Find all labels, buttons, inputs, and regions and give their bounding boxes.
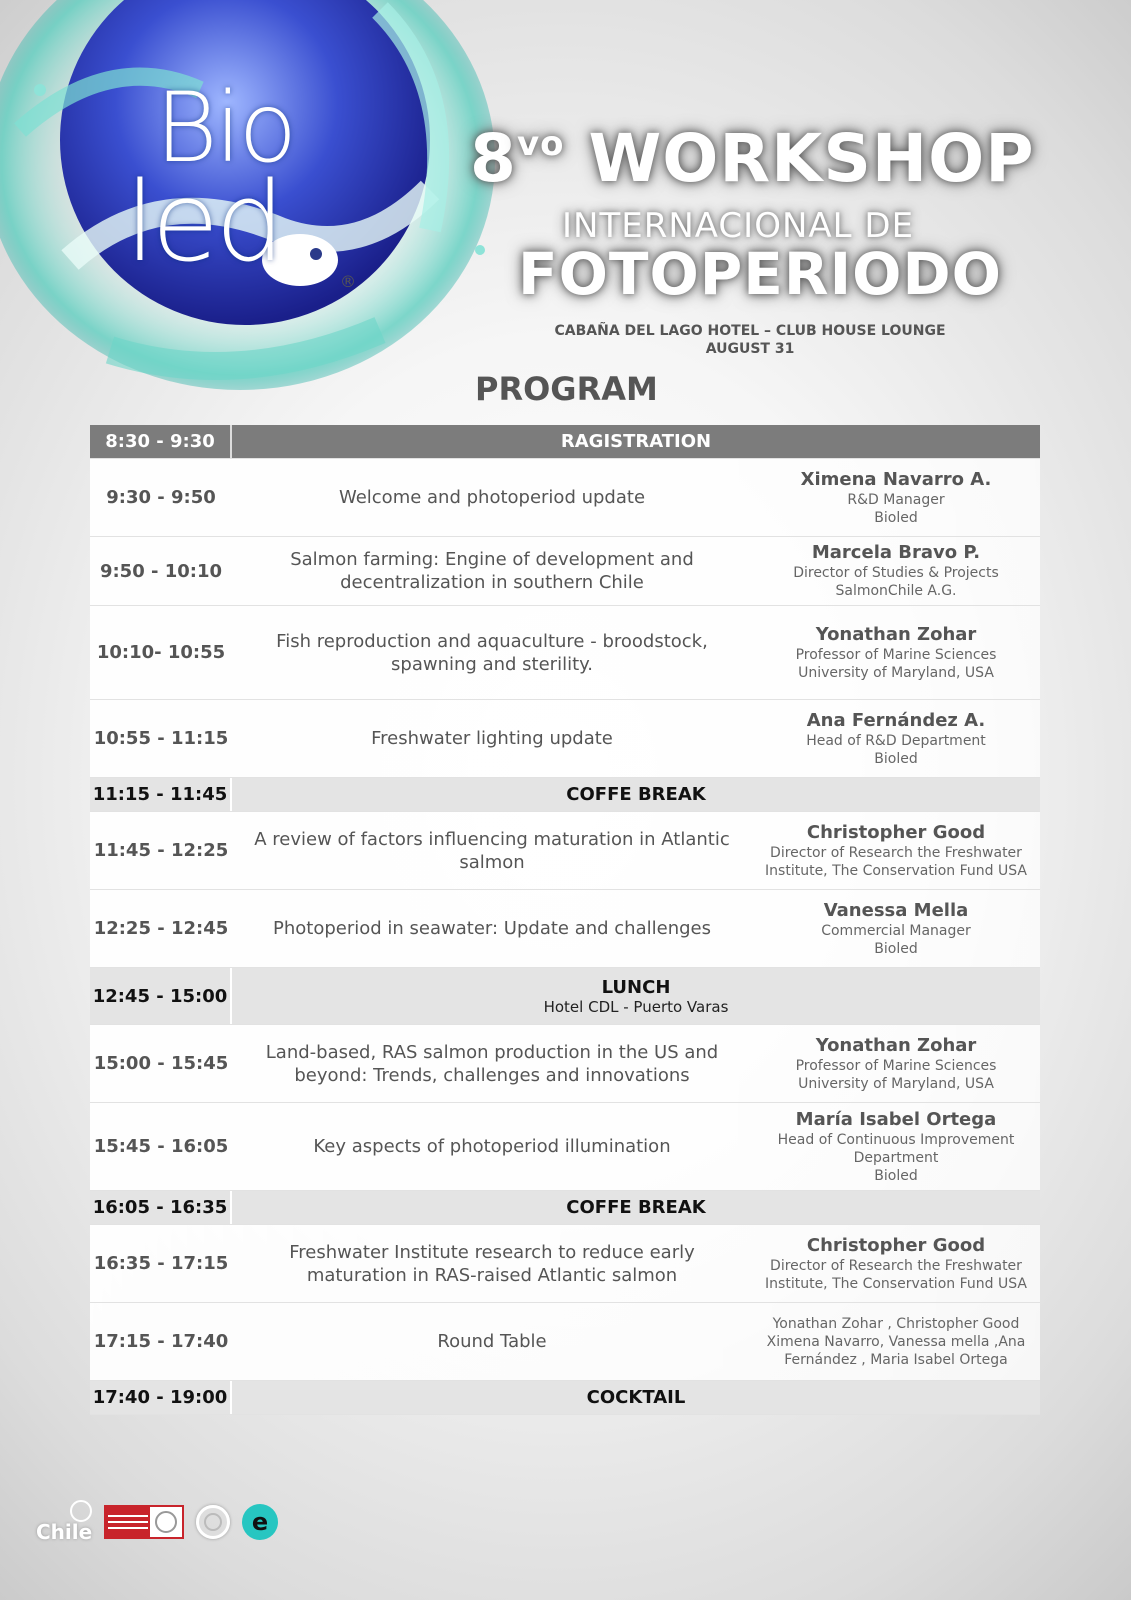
speaker-info [752, 1303, 1040, 1380]
speaker-org: Bioled [874, 750, 918, 767]
speaker-info [752, 459, 1040, 536]
session-topic: Land-based, RAS salmon production in the US and beyond: Trends, challenges and innovations [265, 1041, 719, 1086]
e-logo: e [242, 1504, 278, 1540]
speaker-org: Institute, The Conservation Fund USA [765, 1275, 1027, 1292]
logo-led-text: led [125, 158, 282, 286]
break-label [232, 778, 1040, 811]
session-topic: Photoperiod in seawater: Update and challenges [273, 918, 711, 939]
speaker-name: Christopher Good [806, 821, 986, 843]
break-title: COFFE BREAK [566, 784, 706, 805]
session-time: 17:15 - 17:40 [93, 1331, 229, 1352]
title-fotoperiodo: FOTOPERIODO [518, 240, 1002, 308]
program-heading: PROGRAM [475, 370, 658, 408]
speaker-role: Head of Continuous Improvement Department [777, 1131, 1015, 1166]
session-topic: Freshwater lighting update [371, 728, 613, 749]
break-title: LUNCH [601, 976, 671, 998]
speaker-info [752, 890, 1040, 967]
registered-mark: ® [340, 272, 356, 291]
session-time: 16:35 - 17:15 [93, 1253, 229, 1274]
speaker-org: Bioled [874, 1167, 918, 1184]
break-row [90, 425, 1040, 459]
session-time: 9:50 - 10:10 [99, 560, 223, 582]
break-label [232, 1381, 1040, 1414]
speaker-role: Professor of Marine Sciences [795, 646, 997, 663]
speaker-role: Director of Research the Freshwater [770, 1257, 1022, 1274]
session-topic: Key aspects of photoperiod illumination [313, 1136, 671, 1157]
title-ordinal: 8 [470, 120, 517, 197]
break-row [90, 778, 1040, 812]
speaker-info [752, 1225, 1040, 1302]
speaker-name: Christopher Good [806, 1234, 986, 1256]
ring-logo [196, 1505, 230, 1539]
session-topic: A review of factors influencing maturation in Atlantic salmon [254, 828, 730, 873]
session-row [90, 459, 1040, 537]
session-time: 17:40 - 19:00 [90, 1381, 232, 1414]
session-topic: Salmon farming: Engine of development and decentralization in southern Chile [290, 549, 694, 593]
session-row [90, 812, 1040, 890]
break-row [90, 968, 1040, 1025]
break-title: RAGISTRATION [560, 431, 712, 452]
speaker-name: Ximena Navarro A. [800, 468, 992, 490]
session-row [90, 700, 1040, 778]
session-topic: Welcome and photoperiod update [338, 487, 646, 508]
speaker-org: Bioled [874, 940, 918, 957]
panelists: Yonathan Zohar , Christopher Good Ximena Navarro, Vanessa mella ,Ana Fernández , Maria Isabel Ortega [766, 1315, 1026, 1368]
break-subtitle: Hotel CDL - Puerto Varas [543, 997, 729, 1016]
session-time: 8:30 - 9:30 [90, 425, 232, 458]
session-row [90, 1225, 1040, 1303]
speaker-name: María Isabel Ortega [795, 1108, 997, 1130]
seal-icon [155, 1511, 177, 1533]
venue-name: CABAÑA DEL LAGO HOTEL – CLUB HOUSE LOUNGE [554, 323, 946, 339]
speaker-role: Professor of Marine Sciences [795, 1057, 997, 1074]
title-workshop: WORKSHOP [588, 120, 1035, 197]
workshop-title [470, 120, 1070, 308]
speaker-name: Yonathan Zohar [815, 1034, 977, 1056]
break-row [90, 1191, 1040, 1225]
event-date: AUGUST 31 [705, 341, 795, 357]
speaker-role: R&D Manager [847, 491, 945, 508]
speaker-role: Director of Research the Freshwater [770, 844, 1022, 861]
break-title: COCKTAIL [586, 1387, 686, 1408]
session-row [90, 1303, 1040, 1381]
speaker-info [752, 812, 1040, 889]
speaker-org: Institute, The Conservation Fund USA [765, 862, 1027, 879]
session-row [90, 606, 1040, 700]
title-main [470, 120, 1070, 197]
session-topic: Round Table [437, 1331, 547, 1352]
speaker-info [752, 700, 1040, 777]
speaker-org: University of Maryland, USA [798, 664, 994, 681]
schedule-table [90, 425, 1040, 1415]
logo-bio-text: Bio [155, 72, 295, 184]
break-label [232, 1191, 1040, 1224]
session-time: 11:45 - 12:25 [93, 840, 229, 861]
speaker-role: Commercial Manager [821, 922, 971, 939]
speaker-role: Director of Studies & Projects [793, 565, 999, 581]
speaker-name: Yonathan Zohar [815, 623, 977, 645]
speaker-name: Ana Fernández A. [806, 709, 986, 731]
speaker-info [752, 1103, 1040, 1190]
break-label [232, 425, 1040, 458]
logo-wordmark [95, 72, 325, 286]
speaker-name: Marcela Bravo P. [811, 542, 981, 563]
speaker-org: Bioled [874, 509, 918, 526]
session-time: 10:10- 10:55 [96, 642, 226, 663]
session-time: 15:45 - 16:05 [93, 1136, 229, 1157]
session-time: 11:15 - 11:45 [90, 778, 232, 811]
break-title: COFFE BREAK [566, 1197, 706, 1218]
break-label [232, 968, 1040, 1024]
session-time: 10:55 - 11:15 [93, 728, 229, 749]
speaker-role: Head of R&D Department [806, 732, 986, 749]
speaker-org: University of Maryland, USA [798, 1075, 994, 1092]
session-topic: Freshwater Institute research to reduce early maturation in RAS-raised Atlantic salmon [289, 1241, 695, 1286]
star-icon [70, 1500, 92, 1522]
title-subtitle: INTERNACIONAL DE [562, 206, 915, 246]
speaker-name: Vanessa Mella [823, 899, 969, 921]
session-time: 9:30 - 9:50 [106, 487, 216, 508]
corfo-logo [104, 1505, 184, 1539]
session-row [90, 537, 1040, 606]
sponsor-logos [36, 1500, 278, 1544]
session-row [90, 890, 1040, 968]
session-row [90, 1103, 1040, 1191]
title-ordinal-suffix: vo [516, 124, 565, 164]
chile-logo: Chile [36, 1500, 92, 1544]
session-row [90, 1025, 1040, 1103]
speaker-info [752, 1025, 1040, 1102]
venue-info [520, 322, 980, 358]
speaker-info [752, 537, 1040, 605]
break-row [90, 1381, 1040, 1415]
speaker-org: SalmonChile A.G. [835, 583, 957, 599]
session-time: 12:45 - 15:00 [90, 968, 232, 1024]
session-time: 15:00 - 15:45 [93, 1053, 229, 1074]
session-time: 16:05 - 16:35 [90, 1191, 232, 1224]
speaker-info [752, 606, 1040, 699]
session-topic: Fish reproduction and aquaculture - broodstock, spawning and sterility. [276, 630, 708, 675]
session-time: 12:25 - 12:45 [93, 918, 229, 939]
